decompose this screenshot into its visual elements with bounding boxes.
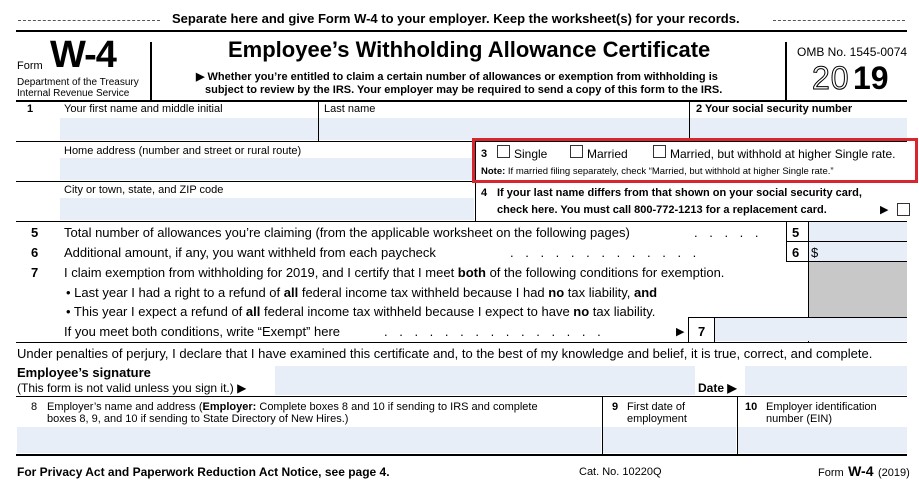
bullet2-e: tax liability. <box>589 304 656 319</box>
form-subtitle-2: subject to review by the IRS. Your employer may be required to send a copy of this form to the IRS. <box>205 84 723 96</box>
dept-irs: Internal Revenue Service <box>17 88 130 99</box>
divider <box>786 221 787 241</box>
bullet2-d: no <box>573 304 590 319</box>
divider <box>786 241 787 261</box>
line7-text-c: of the following conditions for exemption. <box>485 265 725 280</box>
rule <box>16 221 907 222</box>
bullet2-a: • This year I expect a refund of <box>66 304 246 319</box>
employer-name-input[interactable] <box>17 427 601 453</box>
line10-text-2: number (EIN) <box>766 413 833 425</box>
city-input[interactable] <box>60 198 474 220</box>
form-word: Form <box>17 60 43 72</box>
penalties-statement: Under penalties of perjury, I declare that I have examined this certificate and, to the best of my knowledge and belief, it is true, correct, and complete. <box>17 346 873 361</box>
line4-arrow: ▶ <box>880 204 889 216</box>
bullet1-b: all <box>283 285 299 300</box>
line8-text-b: Employer: <box>202 401 257 413</box>
ein-input[interactable] <box>738 427 907 453</box>
single-label: Single <box>514 147 548 161</box>
line7-shaded-area <box>809 262 907 317</box>
line4-num: 4 <box>481 187 488 199</box>
line9-text-2: employment <box>627 413 687 425</box>
line9-text-1: First date of <box>627 401 686 413</box>
signature-note: (This form is not valid unless you sign it.) ▶ <box>17 381 247 395</box>
line1-num: 1 <box>27 103 34 115</box>
married-higher-label: Married, but withhold at higher Single rate. <box>670 147 896 161</box>
header-divider-left <box>150 42 152 100</box>
date-input[interactable] <box>745 366 907 395</box>
line3-note <box>481 166 834 177</box>
bullet1-f: and <box>634 285 658 300</box>
note-text: If married filing separately, check “Married, but withhold at higher Single rate.” <box>507 166 834 177</box>
line4-text-2: check here. You must call 800-772-1213 for a replacement card. <box>497 204 827 216</box>
footer-year: (2019) <box>877 467 910 479</box>
first-name-input[interactable] <box>60 118 318 140</box>
top-banner: Separate here and give Form W-4 to your employer. Keep the worksheet(s) for your records. <box>172 11 740 26</box>
rule <box>16 396 907 397</box>
line10-num: 10 <box>745 401 758 413</box>
line5-dots: . . . . . <box>694 225 763 240</box>
line7-text-a: I claim exemption from withholding for 2019, and I certify that I meet <box>64 265 458 280</box>
line6-box-num: 6 <box>792 245 800 260</box>
omb-number: OMB No. 1545-0074 <box>797 45 908 59</box>
line5-num: 5 <box>31 225 39 240</box>
line7-num: 7 <box>31 265 39 280</box>
signature-label: Employee’s signature <box>17 365 151 380</box>
header-divider-right <box>785 42 787 100</box>
line3-num: 3 <box>481 148 488 160</box>
line6-num: 6 <box>31 245 39 260</box>
line8-text-1 <box>47 401 538 413</box>
name-differs-checkbox[interactable] <box>897 203 910 216</box>
signature-input[interactable] <box>275 366 695 395</box>
last-name-label: Last name <box>324 103 376 115</box>
line7-bullet-2 <box>66 304 655 319</box>
line9-num: 9 <box>612 401 619 413</box>
address-input[interactable] <box>60 158 474 180</box>
line7-box-num: 7 <box>698 324 706 339</box>
line4-text-1: If your last name differs from that shown on your social security card, <box>497 187 862 199</box>
line7-text <box>64 265 724 280</box>
line5-box-num: 5 <box>792 225 800 240</box>
bullet1-a: • Last year I had a right to a refund of <box>66 285 284 300</box>
dollar-sign: $ <box>811 245 819 260</box>
line7-dots: . . . . . . . . . . . . . . . <box>384 324 605 339</box>
year-outline: 20 <box>812 60 850 96</box>
rule <box>16 454 907 456</box>
year-bold: 19 <box>853 60 889 96</box>
first-date-input[interactable] <box>603 427 736 453</box>
footer-form-word: Form <box>818 467 844 479</box>
form-title: Employee’s Withholding Allowance Certificate <box>228 37 711 62</box>
line6-text: Additional amount, if any, you want withheld from each paycheck <box>64 245 436 260</box>
allowances-input[interactable] <box>809 222 907 241</box>
line6-dots: . . . . . . . . . . . . . <box>510 245 701 260</box>
single-checkbox[interactable] <box>497 145 510 158</box>
line5-text: Total number of allowances you’re claiming (from the applicable worksheet on the following pages) <box>64 225 630 240</box>
header-top-rule <box>16 30 907 32</box>
line8-text-2: boxes 8, 9, and 10 if sending to State Directory of New Hires.) <box>47 413 349 425</box>
rule <box>16 342 907 343</box>
privacy-notice: For Privacy Act and Paperwork Reduction Act Notice, see page 4. <box>17 465 390 479</box>
city-label: City or town, state, and ZIP code <box>64 184 224 196</box>
married-checkbox[interactable] <box>570 145 583 158</box>
footer-form-number: W-4 <box>848 463 874 479</box>
bullet1-e: tax liability, <box>564 285 634 300</box>
line8-text-c: Complete boxes 8 and 10 if sending to IRS and complete <box>256 401 538 413</box>
note-bold: Note: <box>481 166 506 177</box>
exempt-input[interactable] <box>715 318 907 341</box>
rule <box>16 181 475 182</box>
form-subtitle-1: ▶ Whether you’re entitled to claim a certain number of allowances or exemption from withholding is <box>196 71 718 83</box>
bullet1-c: federal income tax withheld because I had <box>298 285 549 300</box>
bullet2-b: all <box>245 304 261 319</box>
dept-treasury: Department of the Treasury <box>17 77 139 88</box>
divider <box>688 317 689 342</box>
bullet2-c: federal income tax withheld because I expect to have <box>260 304 574 319</box>
married-higher-checkbox[interactable] <box>653 145 666 158</box>
line7-text-b: both <box>457 265 486 280</box>
line10-text-1: Employer identification <box>766 401 877 413</box>
cut-line-right <box>773 20 905 21</box>
footer-form-id <box>818 463 910 481</box>
additional-amount-input[interactable] <box>809 242 907 261</box>
first-name-label: Your first name and middle initial <box>64 103 223 115</box>
ssn-label: 2 Your social security number <box>696 103 853 115</box>
address-label: Home address (number and street or rural route) <box>64 145 302 157</box>
cat-number: Cat. No. 10220Q <box>579 466 662 478</box>
line8-num: 8 <box>31 401 38 413</box>
cut-line-left <box>18 20 160 21</box>
line7-bullet-1 <box>66 285 657 300</box>
header-bottom-rule <box>16 100 907 102</box>
date-label: Date ▶ <box>698 381 737 395</box>
last-name-input[interactable] <box>319 118 689 140</box>
line7-arrow: ▶ <box>676 326 685 338</box>
married-label: Married <box>587 147 628 161</box>
bullet1-d: no <box>548 285 565 300</box>
ssn-input[interactable] <box>690 118 907 140</box>
exempt-label: If you meet both conditions, write “Exempt” here <box>64 324 341 339</box>
form-number: W-4 <box>50 34 116 76</box>
line8-text-a: Employer’s name and address ( <box>47 401 203 413</box>
